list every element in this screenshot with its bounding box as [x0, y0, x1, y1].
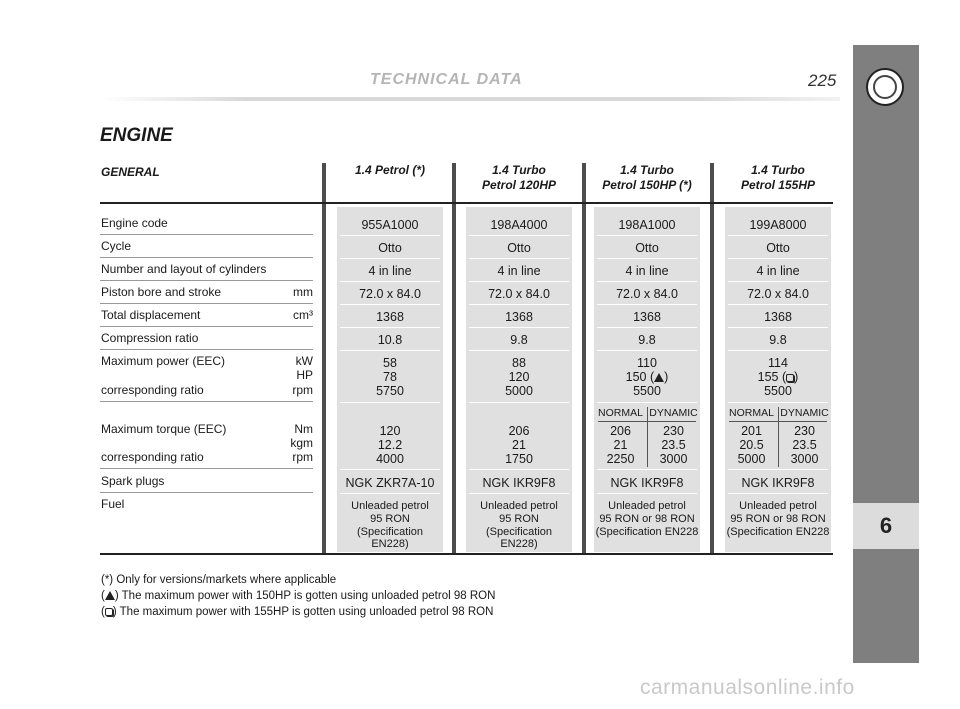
cell-divider: [597, 327, 697, 328]
cell-power-kw: 114: [768, 356, 788, 370]
cell-torque-rpm: 2250: [606, 452, 635, 466]
power-hp-text: 150 (: [625, 370, 655, 384]
chapter-number: 6: [879, 513, 893, 538]
row-divider: [100, 492, 313, 493]
triangle-icon: [105, 591, 115, 600]
general-heading: GENERAL: [101, 165, 160, 179]
cell-spark-plugs: NGK IKR9F8: [741, 476, 815, 490]
cell-engine-code: 199A8000: [749, 218, 807, 232]
unit-kw: kW: [295, 354, 313, 368]
power-hp-text: ): [794, 370, 799, 384]
row-divider: [100, 401, 313, 402]
cell-divider: [597, 304, 697, 305]
cell-divider: [469, 281, 569, 282]
footnote-3: [101, 604, 495, 620]
chapter-sidebar: [853, 45, 919, 663]
cell-cycle: Otto: [635, 241, 659, 255]
cell-divider: [728, 281, 828, 282]
cell-torque-rpm: 1750: [505, 452, 533, 466]
power-hp-text: 155 (: [757, 370, 787, 384]
label-cylinders: [101, 263, 313, 276]
label-text: Cycle: [101, 239, 132, 253]
cell-divider: [340, 304, 440, 305]
square-icon: [786, 374, 794, 382]
label-bore-stroke: [101, 286, 313, 299]
label-text: Piston bore and stroke: [101, 285, 222, 299]
cell-bore-stroke: 72.0 x 84.0: [359, 287, 421, 301]
column-separator: [710, 163, 714, 553]
column-header-line: 1.4 Turbo: [492, 163, 546, 177]
cell-divider: [597, 402, 697, 403]
unit-kgm: kgm: [290, 436, 313, 450]
cell-bore-stroke: 72.0 x 84.0: [488, 287, 550, 301]
unit-cm3: cm³: [293, 308, 313, 322]
label-text: Spark plugs: [101, 474, 165, 488]
cell-divider: [597, 493, 697, 494]
cell-power-rpm: 5500: [633, 384, 661, 398]
cell-torque-nm: 201: [741, 424, 762, 438]
watermark: carmanualsonline.info: [640, 676, 855, 699]
cell-fuel-line: 95 RON or 98 RON: [730, 513, 826, 525]
footnote-text: ) The maximum power with 150HP is gotten using unloaded petrol 98 RON: [114, 590, 496, 602]
cell-torque-rpm: 3000: [790, 452, 819, 466]
label-text: Compression ratio: [101, 331, 199, 345]
cell-divider: [340, 235, 440, 236]
cell-divider: [728, 350, 828, 351]
cell-divider: [597, 235, 697, 236]
cell-torque-rpm: 4000: [376, 452, 404, 466]
header-divider: [100, 97, 840, 101]
cell-divider: [728, 493, 828, 494]
cell-fuel-line: (Specification EN228: [595, 526, 699, 538]
label-text: corresponding ratio: [101, 450, 204, 464]
cell-divider: [469, 327, 569, 328]
cell-cycle: Otto: [378, 241, 402, 255]
label-engine-code: [101, 217, 313, 230]
row-divider: [100, 234, 313, 235]
cell-torque-kgm: 12.2: [377, 438, 403, 452]
cell-power-hp: [594, 370, 700, 384]
cell-divider: [728, 402, 828, 403]
cell-engine-code: 955A1000: [361, 218, 419, 232]
cell-torque-rpm: 3000: [659, 452, 688, 466]
mode-normal-label: NORMAL: [598, 407, 643, 419]
cell-compression: 10.8: [377, 333, 403, 347]
cell-torque-nm: 120: [379, 424, 401, 438]
cell-spark-plugs: NGK IKR9F8: [482, 476, 556, 490]
mode-normal-label: NORMAL: [729, 407, 774, 419]
cell-divider: [340, 281, 440, 282]
cell-fuel-line: 95 RON or 98 RON: [599, 513, 695, 525]
triangle-icon: [654, 373, 664, 382]
footnote-text: (: [101, 606, 105, 618]
label-fuel: [101, 498, 313, 511]
cell-torque-kgm: 23.5: [792, 438, 817, 452]
cell-compression: 9.8: [510, 333, 528, 347]
cell-divider: [469, 402, 569, 403]
label-text: Maximum power (EEC): [101, 354, 226, 368]
cell-engine-code: 198A4000: [490, 218, 548, 232]
cell-power-hp: [725, 370, 831, 384]
cell-divider: [469, 258, 569, 259]
cell-power-rpm: 5000: [505, 384, 533, 398]
label-text: Fuel: [101, 497, 125, 511]
page-header-title: TECHNICAL DATA: [370, 71, 523, 88]
cell-divider: [340, 350, 440, 351]
label-text: Total displacement: [101, 308, 201, 322]
cell-divider: [597, 281, 697, 282]
cell-divider: [728, 235, 828, 236]
footnotes: [101, 572, 495, 620]
cell-divider: [469, 469, 569, 470]
column-header-line: Petrol 120HP: [481, 178, 557, 192]
cell-power-rpm: 5750: [376, 384, 404, 398]
label-text: Engine code: [101, 216, 168, 230]
cell-cylinders: 4 in line: [625, 264, 669, 278]
label-text: corresponding ratio: [101, 383, 204, 397]
column-header-line: Petrol 155HP: [740, 178, 816, 192]
label-text: Number and layout of cylinders: [101, 262, 267, 276]
column-header-line: 1.4 Turbo: [620, 163, 674, 177]
cell-divider: [469, 493, 569, 494]
cell-bore-stroke: 72.0 x 84.0: [747, 287, 809, 301]
cell-spark-plugs: NGK ZKR7A-10: [345, 476, 435, 490]
cell-torque-rpm: 5000: [737, 452, 766, 466]
footnote-1: (*) Only for versions/markets where applicable: [101, 574, 337, 586]
label-displacement: [101, 309, 313, 322]
row-divider: [100, 280, 313, 281]
cell-fuel-line: Unleaded petrol: [351, 500, 429, 512]
table-bottom-rule: [100, 553, 833, 555]
cell-divider: [728, 327, 828, 328]
unit-hp: HP: [296, 368, 313, 382]
cell-power-hp: 120: [508, 370, 530, 384]
column-separator: [452, 163, 456, 553]
cell-bore-stroke: 72.0 x 84.0: [616, 287, 678, 301]
cell-divider: [728, 469, 828, 470]
row-divider: [100, 468, 313, 469]
cell-divider: [469, 235, 569, 236]
row-divider: [100, 349, 313, 350]
label-power: [101, 355, 313, 368]
cell-power-kw: 88: [512, 356, 526, 370]
cell-torque-nm: 206: [508, 424, 530, 438]
alfa-romeo-logo-icon: [866, 68, 904, 106]
label-compression: [101, 332, 313, 345]
cell-compression: 9.8: [638, 333, 656, 347]
cell-compression: 9.8: [769, 333, 787, 347]
cell-displacement: 1368: [376, 310, 404, 324]
unit-nm: Nm: [294, 422, 313, 436]
label-text: Maximum torque (EEC): [101, 422, 227, 436]
mode-dynamic-label: DYNAMIC: [649, 407, 698, 419]
column-header-turbo-150: [594, 163, 700, 193]
row-divider: [100, 326, 313, 327]
footnote-text: ) The maximum power with 155HP is gotten using unloaded petrol 98 RON: [112, 606, 494, 618]
unit-mm: mm: [293, 285, 313, 299]
column-header-line: Petrol 150HP (*): [602, 178, 692, 192]
label-cycle: [101, 240, 313, 253]
cell-divider: [469, 350, 569, 351]
cell-cycle: Otto: [507, 241, 531, 255]
table-top-rule: [100, 202, 833, 204]
cell-engine-code: 198A1000: [618, 218, 676, 232]
unit-rpm: rpm: [292, 450, 313, 464]
cell-divider: [340, 327, 440, 328]
cell-power-kw: 58: [383, 356, 397, 370]
page-number: 225: [808, 71, 837, 90]
column-separator: [582, 163, 586, 553]
label-torque-ratio: [101, 451, 313, 464]
cell-torque-kgm: 23.5: [661, 438, 686, 452]
cell-cycle: Otto: [766, 241, 790, 255]
cell-displacement: 1368: [633, 310, 661, 324]
footnote-text: (: [101, 590, 105, 602]
cell-divider: [597, 258, 697, 259]
chapter-tab[interactable]: [853, 503, 919, 549]
power-hp-text: ): [664, 370, 669, 384]
column-header-petrol: [337, 163, 443, 178]
row-divider: [100, 303, 313, 304]
cell-spark-plugs: NGK IKR9F8: [610, 476, 684, 490]
cell-divider: [340, 493, 440, 494]
cell-divider: [597, 350, 697, 351]
cell-torque-kgm: 21: [613, 438, 628, 452]
cell-fuel-line: Unleaded petrol: [608, 500, 686, 512]
section-title: ENGINE: [100, 125, 173, 146]
cell-cylinders: 4 in line: [368, 264, 412, 278]
column-header-line: 1.4 Petrol (*): [354, 163, 426, 177]
column-separator: [322, 163, 326, 553]
row-divider: [100, 257, 313, 258]
unit-rpm: rpm: [292, 383, 313, 397]
cell-torque-nm: 230: [794, 424, 815, 438]
cell-power-kw: 110: [637, 356, 657, 370]
cell-torque-nm: 206: [610, 424, 631, 438]
cell-divider: [728, 258, 828, 259]
label-spark-plugs: [101, 475, 313, 488]
cell-fuel-line: Unleaded petrol: [739, 500, 817, 512]
cell-fuel-line: 95 RON: [370, 513, 410, 525]
cell-fuel-line: Unleaded petrol: [480, 500, 558, 512]
cell-cylinders: 4 in line: [497, 264, 541, 278]
square-icon: [105, 608, 113, 616]
cell-divider: [340, 402, 440, 403]
cell-displacement: 1368: [505, 310, 533, 324]
cell-fuel-line: (Specification EN228): [485, 526, 553, 550]
cell-divider: [340, 469, 440, 470]
cell-divider: [469, 304, 569, 305]
cell-divider: [340, 258, 440, 259]
footnote-2: [101, 588, 495, 604]
cell-fuel-line: 95 RON: [499, 513, 539, 525]
cell-displacement: 1368: [764, 310, 792, 324]
label-power-ratio: [101, 384, 313, 397]
cell-cylinders: 4 in line: [756, 264, 800, 278]
column-header-turbo-155: [725, 163, 831, 193]
cell-divider: [728, 304, 828, 305]
label-torque: [101, 423, 313, 436]
cell-torque-kgm: 20.5: [739, 438, 764, 452]
cell-fuel-line: (Specification EN228: [726, 526, 830, 538]
cell-torque-nm: 230: [663, 424, 684, 438]
cell-torque-kgm: 21: [512, 438, 526, 452]
mode-dynamic-label: DYNAMIC: [780, 407, 829, 419]
column-header-turbo-120: [466, 163, 572, 193]
column-header-line: 1.4 Turbo: [751, 163, 805, 177]
cell-fuel-line: (Specification EN228): [356, 526, 424, 550]
cell-power-hp: 78: [383, 370, 397, 384]
cell-divider: [597, 469, 697, 470]
cell-power-rpm: 5500: [764, 384, 792, 398]
